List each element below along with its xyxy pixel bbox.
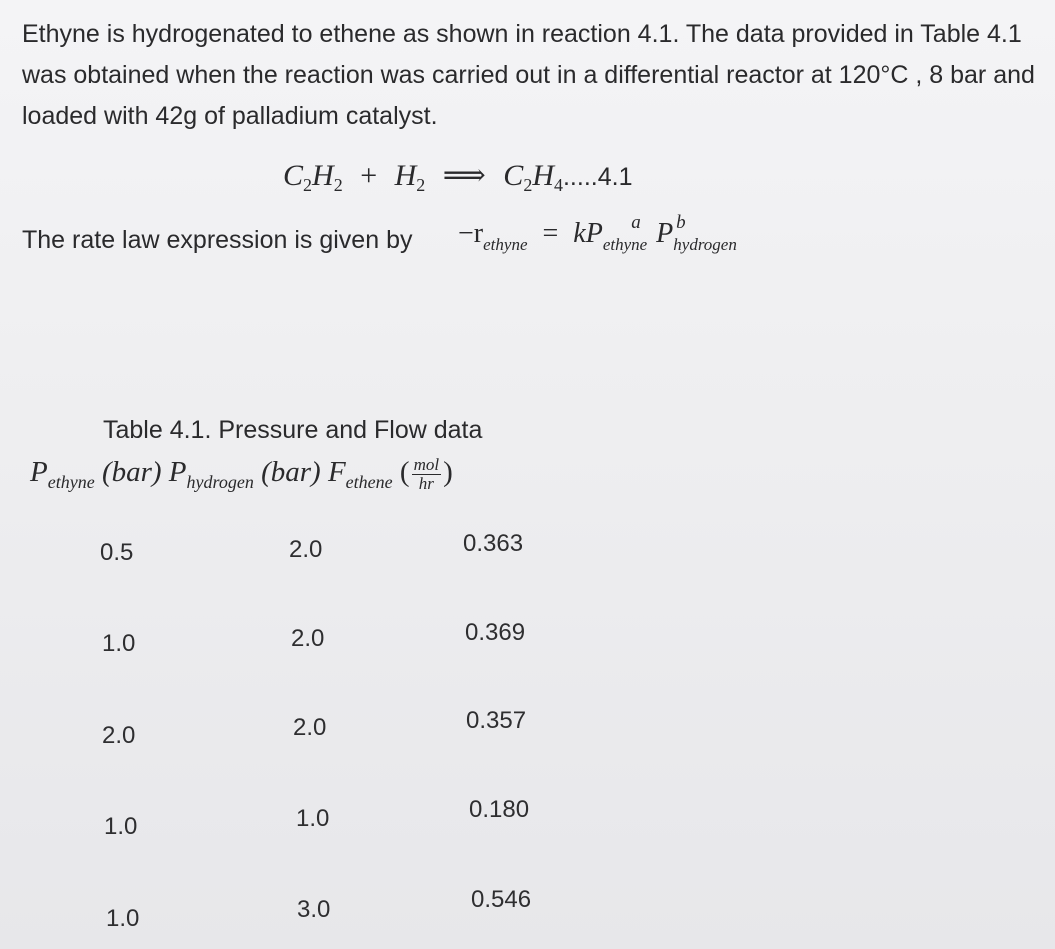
table-cell-f-ethene: 0.369 [465, 619, 526, 646]
problem-intro-text: Ethyne is hydrogenated to ethene as shown in reaction 4.1. The data provided in Table 4.1 was obtained when the reaction was carried out in a differential reactor at 120°C , 8 bar and loaded with 42g of palladium catalyst. [22, 20, 1035, 130]
table-cell-p-ethyne: 2.0 [102, 722, 136, 749]
table-cell-p-hydrogen: 2.0 [289, 536, 323, 563]
header-p-ethyne: $P_{ethyne}$ (bar) [30, 456, 162, 493]
table-cell-p-hydrogen: 2.0 [291, 625, 325, 652]
table-caption: Table 4.1. Pressure and Flow data [103, 416, 483, 444]
table-cell-p-hydrogen: 3.0 [297, 896, 331, 923]
table-cell-p-ethyne: 1.0 [102, 630, 136, 657]
rate-law-label: The rate law expression is given by [22, 226, 413, 254]
reaction-equation: $C_2H_2 + H_2$ ⟹ $C_2H_4.....4.1$ [283, 159, 633, 195]
table-cell-p-ethyne: 1.0 [106, 905, 140, 932]
reaction-arrow-icon: ⟹ [442, 159, 486, 192]
table-cell-f-ethene: 0.180 [469, 796, 530, 823]
table-cell-p-ethyne: 1.0 [104, 813, 138, 840]
rate-law-expression: $-r_{ethyne}$ = kP a $_{ethyne}$ P b $_{hydrogen}$ [458, 212, 737, 254]
table-cell-p-hydrogen: 1.0 [296, 805, 330, 832]
header-p-hydrogen: $P_{hydrogen}$ (bar) [168, 456, 321, 493]
header-f-ethene: $F_{ethene}$ ( $\frac{\text{mol}}{hr}$ ) [327, 455, 453, 493]
table-cell-p-hydrogen: 2.0 [293, 714, 327, 741]
table-header-row [30, 456, 453, 493]
table-cell-p-ethyne: 0.5 [100, 539, 134, 566]
table-cell-f-ethene: 0.357 [466, 707, 527, 734]
table-cell-f-ethene: 0.363 [463, 530, 524, 557]
reaction-number: .....4.1 [562, 163, 633, 191]
table-cell-f-ethene: 0.546 [471, 886, 532, 913]
